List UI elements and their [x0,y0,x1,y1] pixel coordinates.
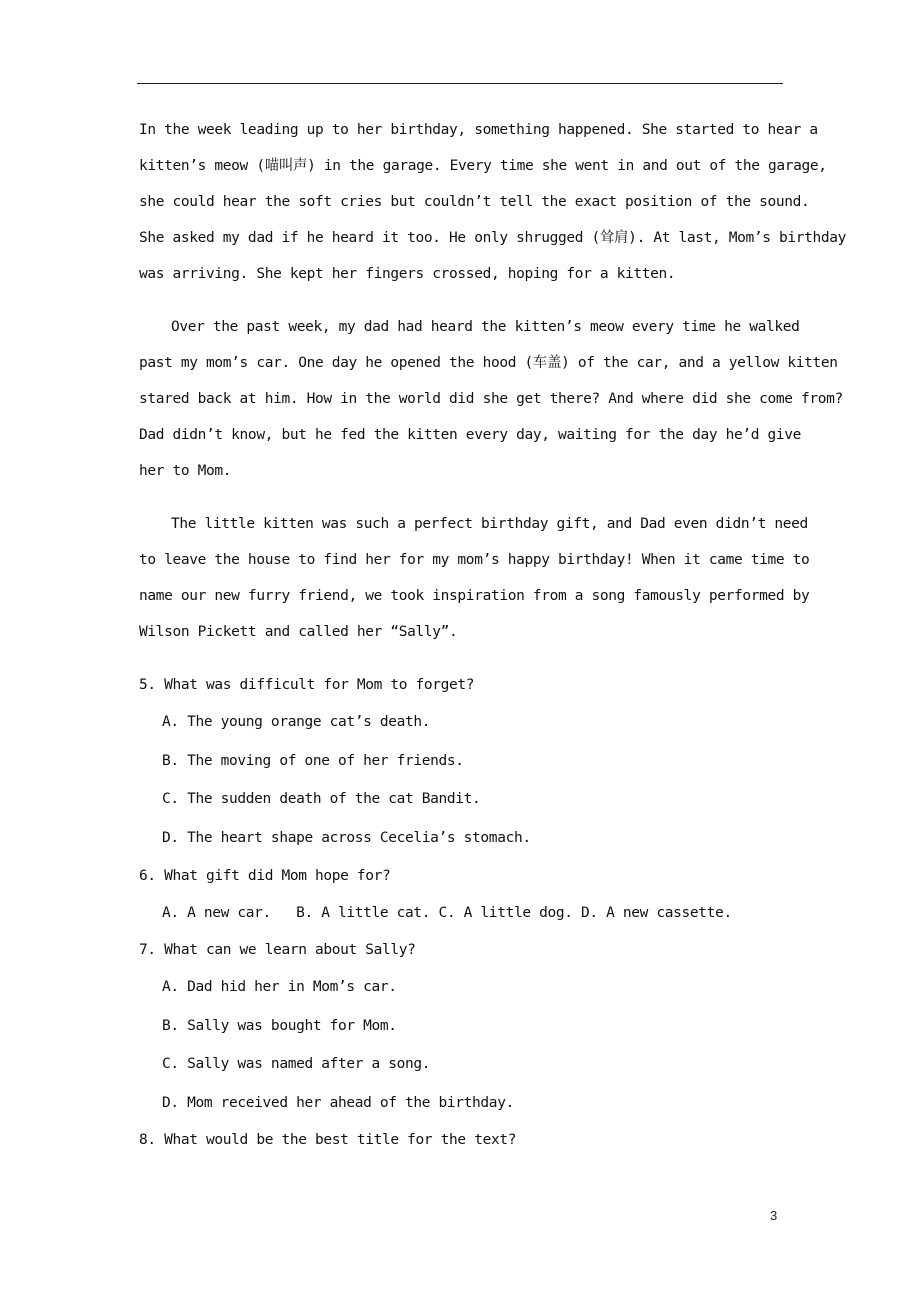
answer-option: C. The sudden death of the cat Bandit. [162,791,481,807]
passage-line: she could hear the soft cries but couldn’t tell the exact position of the sound. [139,194,810,210]
answer-options-row: A. A new car. B. A little cat. C. A little dog. D. A new cassette. [162,905,732,921]
answer-option: B. Sally was bought for Mom. [162,1018,397,1034]
passage-line: In the week leading up to her birthday, something happened. She started to hear a [139,122,818,138]
header-rule [137,83,783,84]
passage-line: Over the past week, my dad had heard the kitten’s meow every time he walked [171,319,800,335]
passage-line: The little kitten was such a perfect birthday gift, and Dad even didn’t need [171,516,808,532]
passage-line: her to Mom. [139,463,232,479]
answer-option: D. The heart shape across Cecelia’s stomach. [162,830,531,846]
answer-option: D. Mom received her ahead of the birthday. [162,1095,514,1111]
question-stem: 5. What was difficult for Mom to forget? [139,677,475,693]
question-stem: 6. What gift did Mom hope for? [139,868,391,884]
answer-option: B. The moving of one of her friends. [162,753,464,769]
passage-line: Wilson Pickett and called her “Sally”. [139,624,458,640]
answer-option: A. Dad hid her in Mom’s car. [162,979,397,995]
passage-line: past my mom’s car. One day he opened the hood (车盖) of the car, and a yellow kitten [139,355,838,371]
question-stem: 7. What can we learn about Sally? [139,942,416,958]
answer-option: C. Sally was named after a song. [162,1056,431,1072]
passage-line: stared back at him. How in the world did she get there? And where did she come from? [139,391,843,407]
answer-option: A. The young orange cat’s death. [162,714,431,730]
passage-line: to leave the house to find her for my mom’s happy birthday! When it came time to [139,552,810,568]
question-stem: 8. What would be the best title for the text? [139,1132,517,1148]
passage-line: She asked my dad if he heard it too. He only shrugged (耸肩). At last, Mom’s birthday [139,230,847,246]
page-number: 3 [770,1208,778,1223]
passage-line: name our new furry friend, we took inspiration from a song famously performed by [139,588,810,604]
passage-line: kitten’s meow (喵叫声) in the garage. Every time she went in and out of the garage, [139,158,827,174]
passage-line: Dad didn’t know, but he fed the kitten every day, waiting for the day he’d give [139,427,801,443]
passage-line: was arriving. She kept her fingers crossed, hoping for a kitten. [139,266,676,282]
